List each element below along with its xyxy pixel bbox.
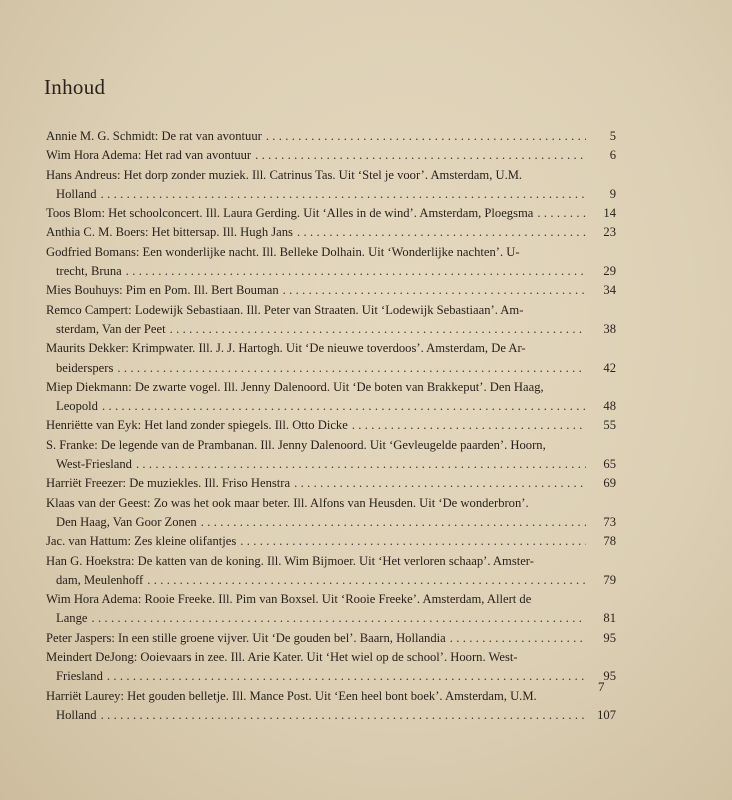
toc-entry-text: Holland	[56, 186, 97, 201]
dot-leader	[297, 223, 586, 242]
toc-page-number: 78	[603, 534, 616, 549]
toc-entry-text: Miep Diekmann: De zwarte vogel. Ill. Jenny Dalenoord. Uit ‘De boten van Brakkeput’. Den Haag,	[46, 379, 544, 394]
toc-entry-text: Mies Bouhuys: Pim en Pom. Ill. Bert Bouman	[46, 283, 279, 298]
toc-entry-line	[46, 436, 616, 455]
dot-leader	[136, 455, 586, 474]
toc-entry-text: Holland	[56, 707, 97, 722]
toc-entry-line	[46, 552, 616, 571]
dot-leader	[91, 609, 586, 628]
toc-entry-text: beiderspers	[56, 360, 114, 375]
toc-page-number: 6	[609, 148, 616, 163]
toc-entry-line	[46, 339, 616, 358]
toc-entry-line	[46, 281, 616, 300]
toc-entry	[46, 629, 616, 648]
toc-entry	[46, 339, 616, 378]
toc-entry-text: Hans Andreus: Het dorp zonder muziek. Ill. Catrinus Tas. Uit ‘Stel je voor’. Amsterdam, U.M.	[46, 167, 523, 182]
toc-entry	[46, 166, 616, 205]
toc-entry	[46, 494, 616, 533]
toc-page-number: 73	[603, 514, 616, 529]
toc-page-number: 5	[609, 129, 616, 143]
toc-entry-continuation	[46, 397, 616, 416]
toc-entry-line	[46, 243, 616, 262]
toc-entry-continuation	[46, 513, 616, 532]
toc-page-number: 81	[603, 611, 616, 626]
dot-leader	[101, 706, 586, 725]
dot-leader	[352, 416, 586, 435]
toc-page-number: 95	[603, 669, 616, 684]
toc-entry	[46, 127, 616, 146]
dot-leader	[266, 127, 586, 146]
toc-entry-text: Meindert DeJong: Ooievaars in zee. Ill. Arie Kater. Uit ‘Het wiel op de school’. Hoorn. West-	[46, 650, 518, 665]
toc-entry-text: Anthia C. M. Boers: Het bittersap. Ill. Hugh Jans	[46, 225, 293, 240]
dot-leader	[147, 571, 586, 590]
toc-entry	[46, 378, 616, 417]
toc-page-number: 9	[609, 186, 616, 201]
toc-entry-line	[46, 474, 616, 493]
toc-entry-line	[46, 629, 616, 648]
dot-leader	[255, 146, 586, 165]
toc-entry	[46, 532, 616, 551]
toc-entry-text: Lange	[56, 611, 88, 626]
toc-entry	[46, 552, 616, 591]
toc-entry-line	[46, 301, 616, 320]
dot-leader	[537, 204, 586, 223]
toc-entry-text: Leopold	[56, 399, 98, 414]
toc-entry-text: Jac. van Hattum: Zes kleine olifantjes	[46, 534, 237, 549]
toc-entry-text: Harriët Freezer: De muziekles. Ill. Friso Henstra	[46, 476, 291, 491]
dot-leader	[126, 262, 586, 281]
toc-entry-line	[46, 204, 616, 223]
toc-entry-line	[46, 687, 616, 706]
toc-entry-continuation	[46, 706, 616, 725]
toc-entry	[46, 223, 616, 242]
toc-entry-text: Toos Blom: Het schoolconcert. Ill. Laura Gerding. Uit ‘Alles in de wind’. Amsterdam, Ploegsma	[46, 206, 534, 221]
toc-entry-line	[46, 223, 616, 242]
dot-leader	[117, 359, 586, 378]
toc-entry-continuation	[46, 320, 616, 339]
toc-entry	[46, 474, 616, 493]
toc-entry	[46, 301, 616, 340]
dot-leader	[102, 397, 586, 416]
toc-entry-line	[46, 648, 616, 667]
toc-page-number: 14	[603, 206, 616, 221]
dot-leader	[101, 185, 586, 204]
toc-page-number: 34	[603, 283, 616, 298]
toc-page-number: 79	[603, 572, 616, 587]
toc-page-number: 65	[603, 457, 616, 472]
toc-entry-continuation	[46, 571, 616, 590]
page-title: Inhoud	[44, 75, 106, 99]
table-of-contents	[46, 127, 616, 725]
toc-entry-line	[46, 416, 616, 435]
toc-entry-text: S. Franke: De legende van de Prambanan. Ill. Jenny Dalenoord. Uit ‘Gevleugelde paarden’. Hoorn,	[46, 437, 546, 452]
toc-entry-text: trecht, Bruna	[56, 264, 122, 279]
toc-page-number: 42	[603, 360, 616, 375]
toc-page-number: 48	[603, 399, 616, 414]
dot-leader	[294, 474, 586, 493]
toc-entry-continuation	[46, 185, 616, 204]
toc-entry-text: West-Friesland	[56, 457, 132, 472]
toc-entry-line	[46, 532, 616, 551]
toc-entry-text: Wim Hora Adema: Het rad van avontuur	[46, 148, 252, 163]
toc-entry-continuation	[46, 262, 616, 281]
page-number: 7	[598, 679, 605, 694]
dot-leader	[201, 513, 586, 532]
toc-entry	[46, 243, 616, 282]
toc-page-number: 95	[603, 630, 616, 645]
dot-leader	[450, 629, 586, 648]
toc-entry-text: Peter Jaspers: In een stille groene vijver. Uit ‘De gouden bel’. Baarn, Hollandia	[46, 630, 446, 645]
toc-entry-text: Han G. Hoekstra: De katten van de koning. Ill. Wim Bijmoer. Uit ‘Het verloren schaap’. Amster-	[46, 553, 534, 568]
toc-entry	[46, 648, 616, 687]
dot-leader	[240, 532, 586, 551]
toc-entry-continuation	[46, 667, 616, 686]
toc-entry-text: Maurits Dekker: Krimpwater. Ill. J. J. Hartogh. Uit ‘De nieuwe toverdoos’. Amsterdam, De Ar-	[46, 341, 526, 356]
toc-entry-text: Friesland	[56, 669, 103, 684]
toc-entry	[46, 281, 616, 300]
dot-leader	[107, 667, 586, 686]
toc-entry-continuation	[46, 359, 616, 378]
toc-entry-continuation	[46, 455, 616, 474]
toc-page-number: 23	[603, 225, 616, 240]
toc-entry-text: Harriët Laurey: Het gouden belletje. Ill. Mance Post. Uit ‘Een heel bont boek’. Amsterdam, U.M.	[46, 688, 537, 703]
toc-entry-text: sterdam, Van der Peet	[56, 321, 166, 336]
dot-leader	[170, 320, 586, 339]
toc-entry-text: Wim Hora Adema: Rooie Freeke. Ill. Pim van Boxsel. Uit ‘Rooie Freeke’. Amsterdam, Allert de	[46, 592, 532, 607]
toc-page-number: 107	[597, 707, 616, 722]
toc-entry-text: Den Haag, Van Goor Zonen	[56, 514, 197, 529]
toc-entry-line	[46, 127, 616, 146]
toc-entry-line	[46, 590, 616, 609]
toc-page-number: 69	[603, 476, 616, 491]
toc-entry-text: Henriëtte van Eyk: Het land zonder spiegels. Ill. Otto Dicke	[46, 418, 348, 433]
toc-entry	[46, 590, 616, 629]
toc-entry-text: Godfried Bomans: Een wonderlijke nacht. Ill. Belleke Dolhain. Uit ‘Wonderlijke nachten’. U-	[46, 244, 520, 259]
toc-entry	[46, 436, 616, 475]
toc-entry-line	[46, 378, 616, 397]
toc-page-number: 29	[603, 264, 616, 279]
toc-entry-text: Klaas van der Geest: Zo was het ook maar beter. Ill. Alfons van Heusden. Uit ‘De wonderbron’.	[46, 495, 529, 510]
toc-entry-line	[46, 146, 616, 165]
dot-leader	[283, 281, 586, 300]
toc-entry	[46, 146, 616, 165]
toc-entry	[46, 416, 616, 435]
toc-entry	[46, 204, 616, 223]
toc-entry-line	[46, 166, 616, 185]
toc-entry-continuation	[46, 609, 616, 628]
toc-page-number: 55	[603, 418, 616, 433]
toc-entry-text: dam, Meulenhoff	[56, 572, 144, 587]
toc-page-number: 38	[603, 321, 616, 336]
toc-entry	[46, 687, 616, 726]
toc-entry-text: Annie M. G. Schmidt: De rat van avontuur	[46, 129, 262, 143]
toc-entry-line	[46, 494, 616, 513]
toc-entry-text: Remco Campert: Lodewijk Sebastiaan. Ill. Peter van Straaten. Uit ‘Lodewijk Sebastiaan’. Am-	[46, 302, 524, 317]
